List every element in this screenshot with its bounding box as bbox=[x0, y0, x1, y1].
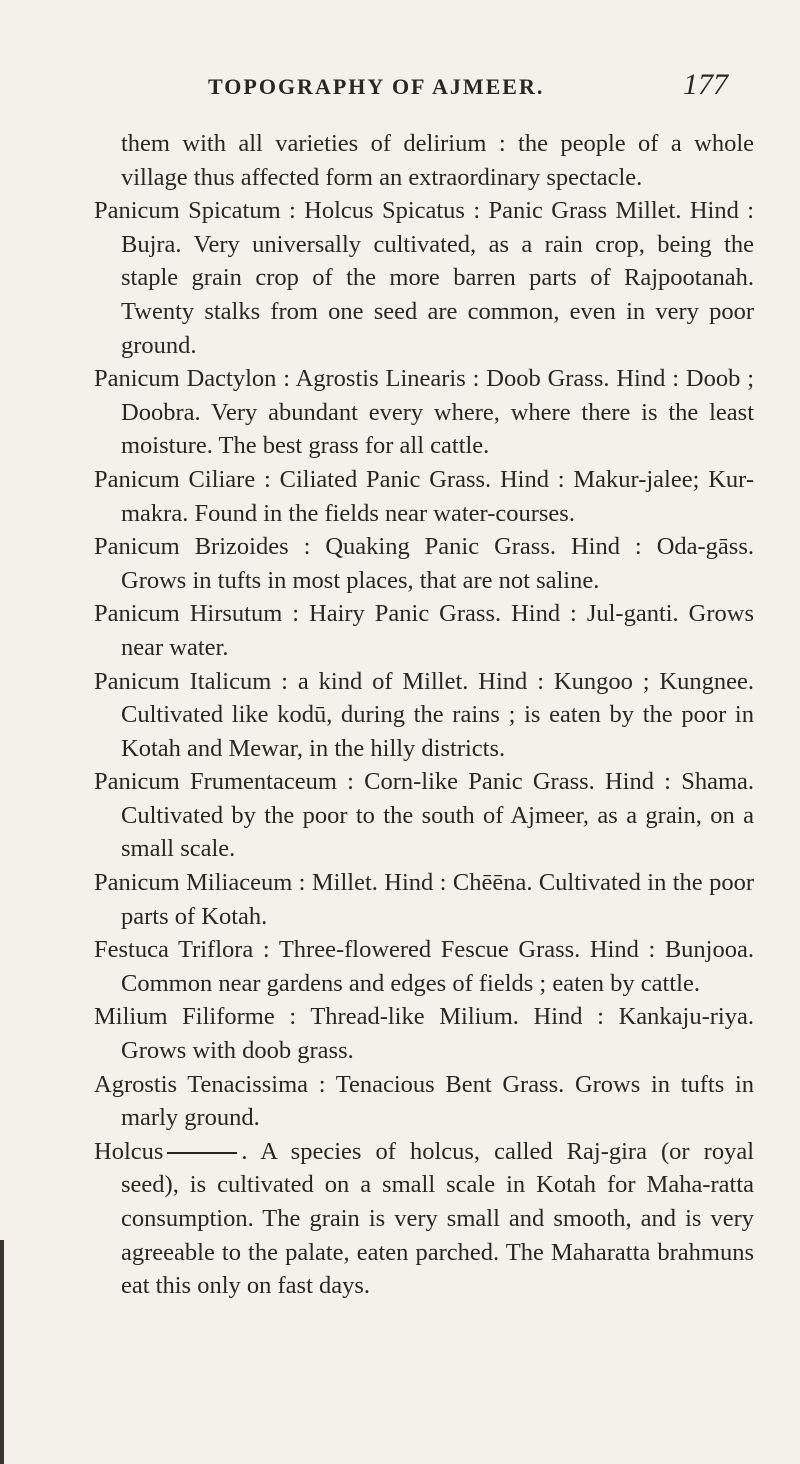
body-text bbox=[94, 127, 754, 1303]
entry-panicum-hirsutum: Panicum Hirsutum : Hairy Panic Grass. Hind : Jul-ganti. Grows near water. bbox=[94, 600, 754, 661]
page-edge-shadow bbox=[0, 1240, 4, 1464]
entry-panicum-brizoides: Panicum Brizoides : Quaking Panic Grass. Hind : Oda-gāss. Grows in tufts in most places, that are not saline. bbox=[94, 533, 754, 594]
holcus-text: . A species of holcus, called Raj-gira (or royal seed), is cultivated on a small scale in Kotah for Maha-ratta consumption. The grain is very small and smooth, and is very agreeable to the palate, eaten parched. The Maharatta brahmuns eat this only on fast days. bbox=[121, 1137, 754, 1300]
running-header bbox=[208, 68, 728, 108]
entry-panicum-italicum: Panicum Italicum : a kind of Millet. Hind : Kungoo ; Kungnee. Cultivated like kodū, during the rains ; is eaten by the poor in Kotah and Mewar, in the hilly districts. bbox=[94, 667, 754, 762]
entry-panicum-spicatum: Panicum Spicatum : Holcus Spicatus : Panic Grass Millet. Hind : Bujra. Very universally cultivated, as a rain crop, being the staple grain crop of the more barren parts of Rajpootanah. Twenty stalks from one seed are common, even in very poor ground. bbox=[94, 197, 754, 359]
entry-holcus bbox=[94, 1135, 754, 1303]
holcus-lead: Holcus bbox=[94, 1137, 164, 1165]
entry-festuca-triflora: Festuca Triflora : Three-flowered Fescue Grass. Hind : Bunjooa. Common near gardens and edges of fields ; eaten by cattle. bbox=[94, 936, 754, 997]
entry-panicum-miliaceum: Panicum Miliaceum : Millet. Hind : Chēēna. Cultivated in the poor parts of Kotah. bbox=[94, 869, 754, 930]
header-title: TOPOGRAPHY OF AJMEER. bbox=[208, 74, 545, 99]
entry-panicum-dactylon: Panicum Dactylon : Agrostis Linearis : Doob Grass. Hind : Doob ; Doobra. Very abundant every where, where there is the least moisture. The best grass for all cattle. bbox=[94, 365, 754, 460]
entry-panicum-ciliare: Panicum Ciliare : Ciliated Panic Grass. Hind : Makur-jalee; Kur-makra. Found in the fields near water-courses. bbox=[94, 465, 754, 527]
entry-panicum-frumentaceum: Panicum Frumentaceum : Corn-like Panic Grass. Hind : Shama. Cultivated by the poor to the south of Ajmeer, as a grain, on a small scale. bbox=[94, 768, 754, 863]
blank-dash bbox=[167, 1152, 237, 1154]
continuation-paragraph: them with all varieties of delirium : the people of a whole village thus affected form an extraordinary spectacle. bbox=[121, 130, 754, 191]
page-number: 177 bbox=[683, 68, 728, 101]
entry-milium-filiforme: Milium Filiforme : Thread-like Milium. Hind : Kankaju-riya. Grows with doob grass. bbox=[94, 1003, 754, 1065]
entry-agrostis-tenacissima: Agrostis Tenacissima : Tenacious Bent Grass. Grows in tufts in marly ground. bbox=[94, 1070, 754, 1132]
